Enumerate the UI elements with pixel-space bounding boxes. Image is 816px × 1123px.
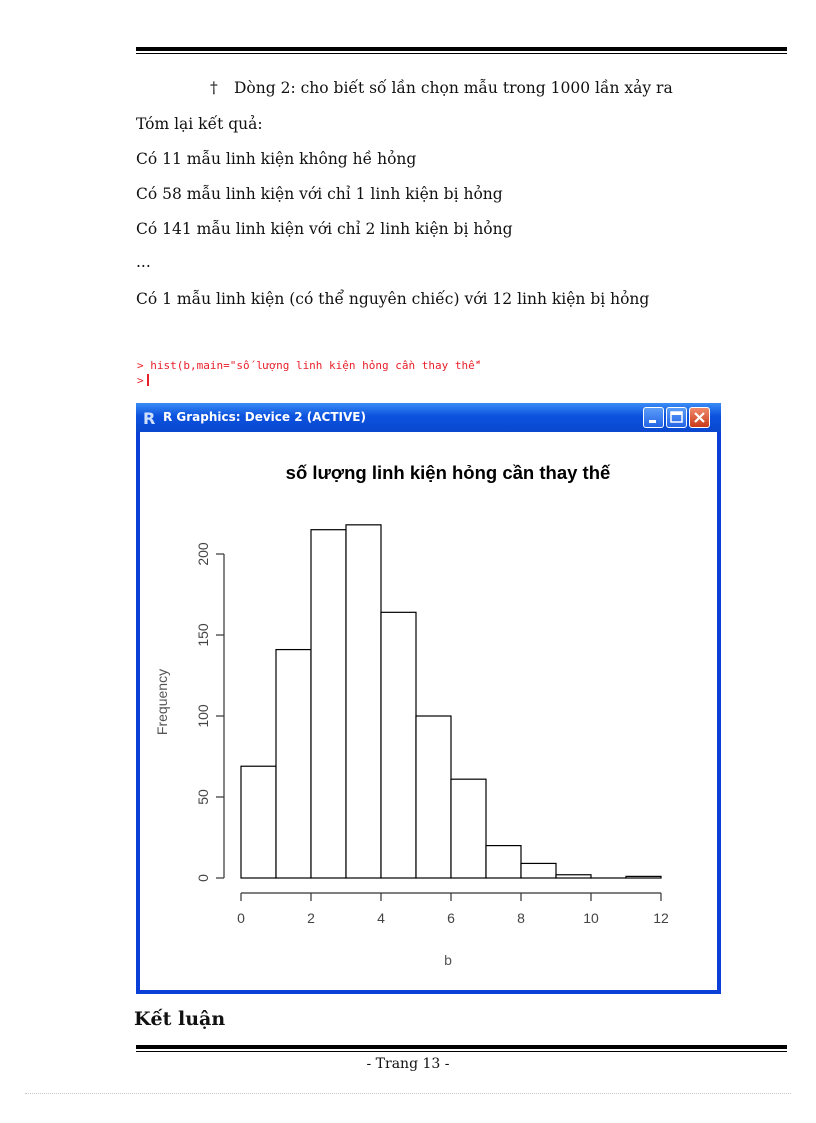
histogram-bar xyxy=(241,766,276,878)
y-tick-label: 150 xyxy=(195,623,211,647)
x-tick-label: 12 xyxy=(653,910,669,926)
histogram-bar xyxy=(486,846,521,878)
histogram-bar xyxy=(416,716,451,878)
console-prompt: > xyxy=(137,374,144,387)
x-tick-label: 6 xyxy=(447,910,455,926)
r-logo-icon: R xyxy=(143,409,156,428)
x-axis-label: b xyxy=(444,952,452,968)
x-tick-label: 4 xyxy=(377,910,385,926)
y-axis-label: Frequency xyxy=(154,668,170,736)
y-tick-label: 200 xyxy=(195,542,211,566)
text-cursor xyxy=(147,374,149,386)
maximize-icon xyxy=(667,408,686,427)
close-button[interactable] xyxy=(689,407,710,428)
page-number: - Trang 13 - xyxy=(366,1056,450,1072)
histogram-bar xyxy=(311,530,346,878)
x-tick-label: 0 xyxy=(237,910,245,926)
histogram-bar xyxy=(626,876,661,878)
window-titlebar[interactable] xyxy=(136,403,721,432)
x-tick-label: 10 xyxy=(583,910,599,926)
x-tick-label: 8 xyxy=(517,910,525,926)
histogram-bar xyxy=(346,525,381,878)
y-tick-label: 50 xyxy=(195,789,211,805)
summary-line: Có 11 mẫu linh kiện không hề hỏng xyxy=(136,150,417,168)
header-rule xyxy=(136,47,787,55)
y-tick-label: 0 xyxy=(195,874,211,882)
conclusion-heading: Kết luận xyxy=(134,1008,226,1030)
minimize-button[interactable] xyxy=(643,407,664,428)
page-break-line xyxy=(25,1093,791,1094)
ellipsis-line: ... xyxy=(136,253,151,271)
bullet-text: Dòng 2: cho biết số lần chọn mẫu trong 1000 lần xảy ra xyxy=(234,79,673,97)
histogram-bar xyxy=(556,875,591,878)
histogram-plot xyxy=(140,432,717,990)
window-title: R Graphics: Device 2 (ACTIVE) xyxy=(163,410,366,424)
x-tick-label: 2 xyxy=(307,910,315,926)
console-prompt-line[interactable] xyxy=(137,374,149,387)
histogram-bar xyxy=(521,863,556,878)
histogram-bar xyxy=(276,650,311,878)
r-graphics-window[interactable] xyxy=(136,403,721,994)
dagger-bullet-icon: † xyxy=(210,79,218,97)
histogram-bar xyxy=(451,779,486,878)
minimize-icon xyxy=(644,408,663,427)
summary-line: Có 58 mẫu linh kiện với chỉ 1 linh kiện bị hỏng xyxy=(136,185,503,203)
footer-rule xyxy=(136,1045,787,1053)
bullet-item xyxy=(210,78,673,98)
summary-heading: Tóm lại kết quả: xyxy=(136,115,263,133)
histogram-bar xyxy=(381,612,416,878)
chart-title: số lượng linh kiện hỏng cần thay thế xyxy=(285,462,611,483)
console-command: > hist(b,main="số lượng linh kiện hỏng cần thay thế" xyxy=(137,359,482,372)
close-icon xyxy=(690,408,709,427)
maximize-button[interactable] xyxy=(666,407,687,428)
summary-line: Có 141 mẫu linh kiện với chỉ 2 linh kiện bị hỏng xyxy=(136,220,513,238)
summary-line: Có 1 mẫu linh kiện (có thể nguyên chiếc) với 12 linh kiện bị hỏng xyxy=(136,290,650,308)
y-tick-label: 100 xyxy=(195,704,211,728)
